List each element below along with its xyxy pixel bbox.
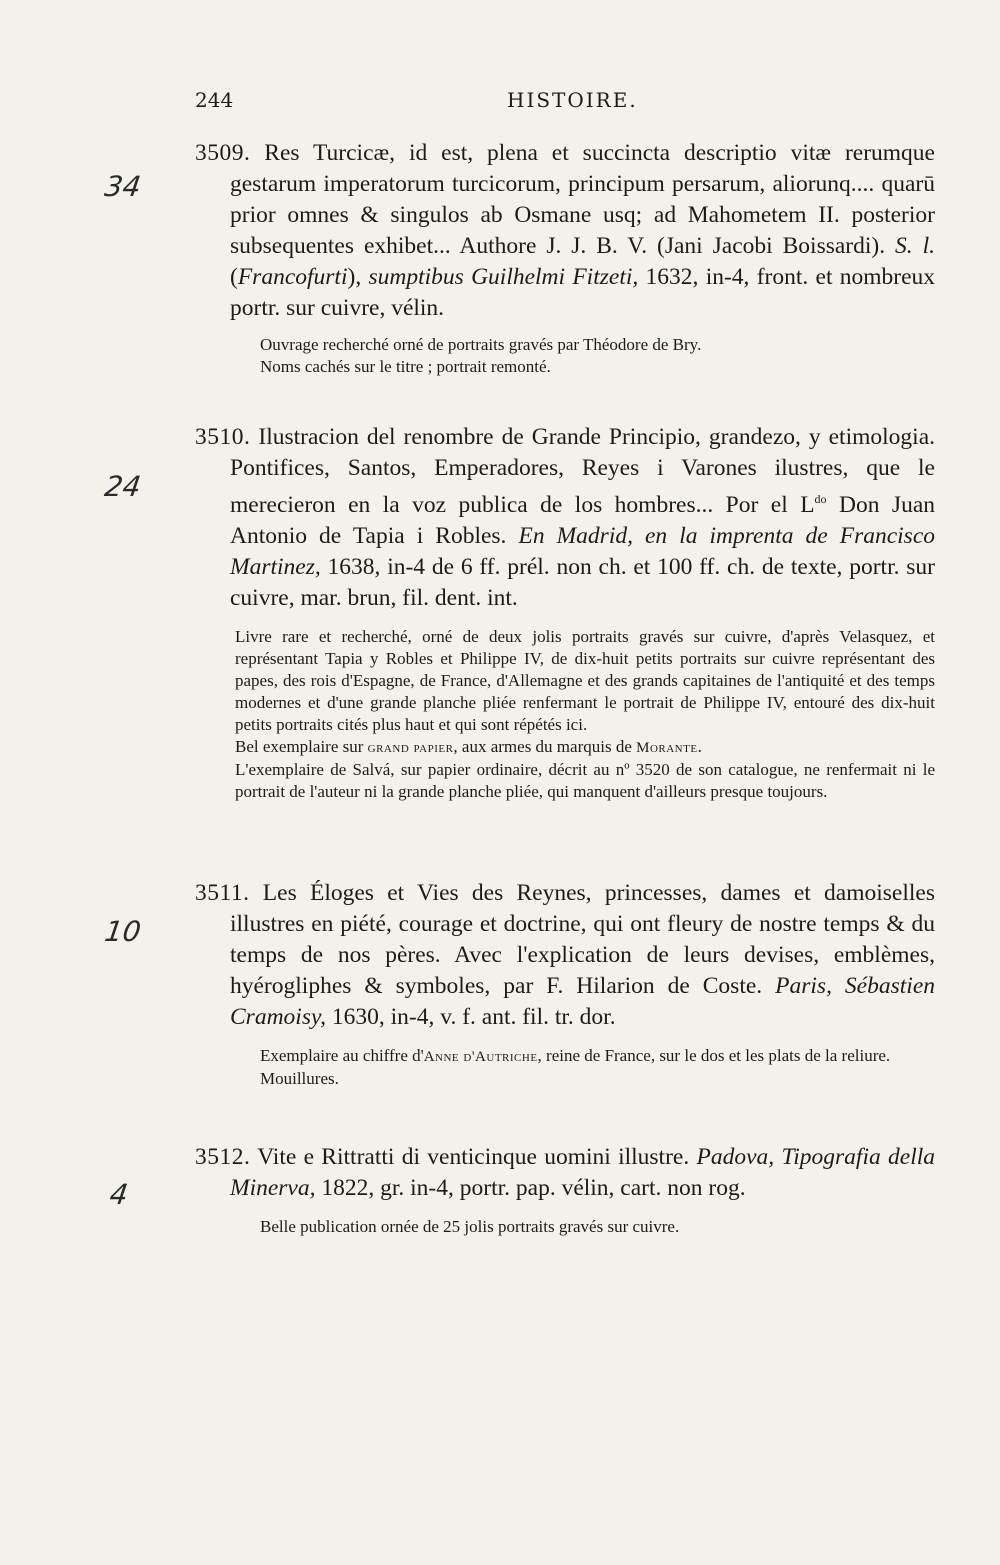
entry-notes bbox=[195, 1216, 935, 1238]
page-number: 244 bbox=[195, 88, 234, 112]
entry-place: S. l. bbox=[895, 233, 936, 259]
entry-city: Francofurti bbox=[237, 264, 348, 290]
entry-details: 1630, in-4, v. f. ant. fil. tr. dor. bbox=[331, 1004, 616, 1030]
entry-imprint: En Madrid, en la imprenta de Francisco Martinez, bbox=[230, 522, 936, 580]
margin-price-3510: 24 bbox=[102, 470, 143, 503]
entry-3511 bbox=[195, 878, 935, 1090]
note-text: Bel exemplaire sur bbox=[235, 736, 364, 756]
entry-details: 1822, gr. in-4, portr. pap. vélin, cart. non rog. bbox=[321, 1175, 746, 1201]
entry-number: 3512. bbox=[195, 1144, 251, 1170]
note-smallcaps: Morante bbox=[636, 739, 698, 756]
entry-imprint: Padova, Tipografia della Minerva, bbox=[230, 1144, 936, 1201]
note-smallcaps: Anne d'Autriche bbox=[423, 1049, 538, 1065]
margin-price-3512: 4 bbox=[107, 1178, 131, 1211]
entry-title bbox=[195, 138, 935, 324]
entry-3509 bbox=[195, 138, 935, 378]
note-paragraph: Livre rare et recherché, orné de deux jolis portraits gravés sur cuivre, d'après Velasquez, et représentant Tapia y Robles et Philippe IV, de dix-huit petits portraits sur cuivre représentant des papes, des rois d'Espagne, de France, d'Allemagne et des grands capitaines de l'antiquité et des temps modernes et d'une grande planche pliée renfermant le portrait de Philippe IV, entouré des dix-huit petits portraits cités plus haut et qui sont répétés ici. bbox=[235, 626, 935, 734]
entry-details: 1638, in-4 de 6 ff. prél. non ch. et 100 ff. ch. de texte, portr. sur cuivre, mar. brun, fil. dent. int. bbox=[230, 553, 935, 611]
entry-title-text: Ilustracion del renombre de Grande Principio, grandezo, y etimologia. Pontifices, Santos, Emperadores, Reyes i Varones ilustres, que le merecieron en la voz publica de los hombres... Por el L bbox=[230, 424, 936, 518]
entry-3510 bbox=[195, 422, 935, 803]
entry-punct: ), bbox=[347, 264, 362, 290]
note-text: , reine de France, sur le dos et les plats de la reliure. bbox=[537, 1046, 891, 1065]
entry-title bbox=[195, 1142, 935, 1204]
note-paragraph: Mouillures. bbox=[260, 1069, 339, 1088]
entry-notes bbox=[195, 1045, 935, 1090]
entry-number: 3511. bbox=[195, 880, 250, 906]
entry-3512 bbox=[195, 1142, 935, 1238]
margin-price-3511: 10 bbox=[102, 915, 143, 948]
entry-title-text: Vite e Rittratti di venticinque uomini illustre. bbox=[257, 1144, 690, 1170]
entry-number: 3510. bbox=[195, 424, 251, 450]
entry-punct: ( bbox=[230, 264, 238, 290]
note-paragraph bbox=[235, 736, 935, 759]
note-line: Ouvrage recherché orné de portraits gravés par Théodore de Bry. bbox=[260, 335, 702, 354]
note-line: Belle publication ornée de 25 jolis portraits gravés sur cuivre. bbox=[260, 1217, 680, 1236]
note-paragraph: L'exemplaire de Salvá, sur papier ordinaire, décrit au nº 3520 de son catalogue, ne renfermait ni le portrait de l'auteur ni la grande planche pliée, qui manquent d'ailleurs presque toujours. bbox=[235, 759, 935, 801]
entry-details: 1632, in-4, front. et nombreux portr. sur cuivre, vélin. bbox=[230, 264, 936, 321]
note-text: , aux armes du marquis de bbox=[453, 736, 632, 756]
entry-imprint: Paris, Sébastien Cramoisy, bbox=[230, 973, 936, 1030]
entry-sup: do bbox=[814, 492, 827, 506]
note-paragraph bbox=[260, 1045, 935, 1068]
note-line: Noms cachés sur le titre ; portrait remonté. bbox=[260, 357, 551, 376]
page-header bbox=[195, 88, 935, 118]
note-text: . bbox=[697, 736, 702, 756]
note-smallcaps: grand papier bbox=[367, 739, 454, 756]
entry-number: 3509. bbox=[195, 140, 251, 166]
running-title: HISTOIRE. bbox=[507, 88, 638, 112]
entry-title bbox=[195, 878, 935, 1033]
entry-notes bbox=[195, 626, 935, 803]
entry-title-text: Res Turcicæ, id est, plena et succincta descriptio vitæ rerumque gestarum imperatorum turcicorum, principum persarum, aliorunq.... quarū prior omnes & singulos ab Osmane usq; ad Mahometem II. posterior subsequentes exhibet... Authore J. J. B. V. (Jani Jacobi Boissardi). bbox=[230, 140, 935, 259]
entry-notes bbox=[195, 334, 935, 378]
entry-publisher: sumptibus Guilhelmi Fitzeti, bbox=[368, 264, 639, 290]
entry-title bbox=[195, 422, 935, 614]
entry-title-text: Les Éloges et Vies des Reynes, princesses, dames et damoiselles illustres en piété, courage et doctrine, qui ont fleury de nostre temps & du temps de nos pères. Avec l'explication de leurs devises, emblèmes, hyérogliphes & symboles, par F. Hilarion de Coste. bbox=[230, 880, 935, 999]
note-text: Exemplaire au chiffre d' bbox=[260, 1046, 424, 1065]
margin-price-3509: 34 bbox=[102, 170, 143, 203]
entry-author: Don Juan Antonio de Tapia i Robles. bbox=[230, 491, 935, 549]
